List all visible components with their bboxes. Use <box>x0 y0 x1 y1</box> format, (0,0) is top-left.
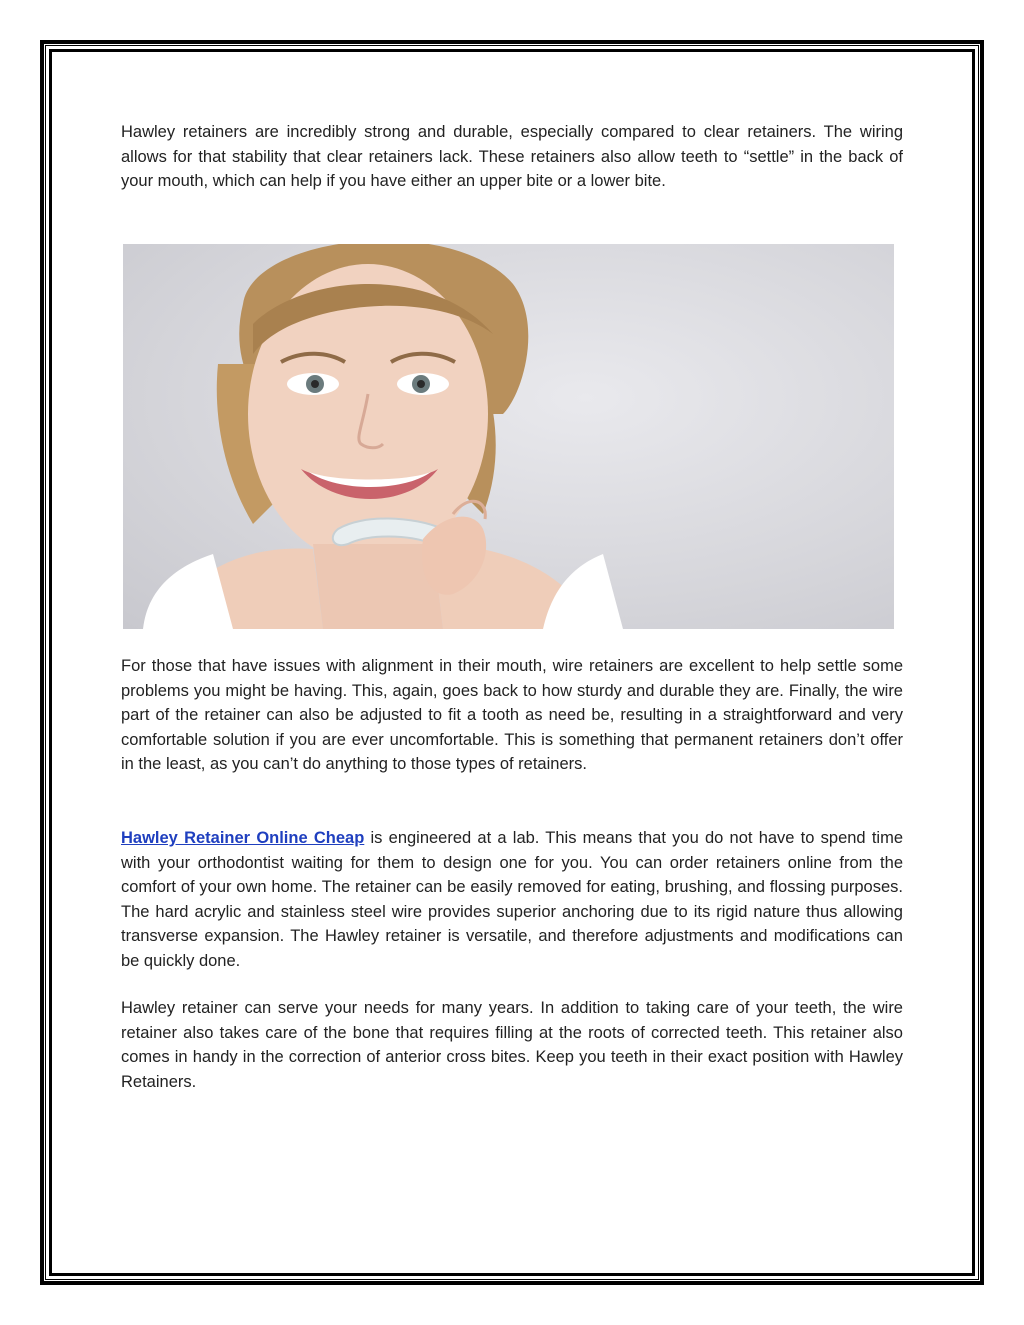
paragraph-online-cheap <box>121 826 903 973</box>
paragraph-intro: Hawley retainers are incredibly strong and durable, especially compared to clear retainers. The wiring allows for that stability that clear retainers lack. These retainers also allow teeth to “settle” in the back of your mouth, which can help if you have either an upper bite or a lower bite. <box>121 123 903 190</box>
photo-illustration <box>123 244 894 629</box>
woman-holding-clear-retainer-photo <box>123 244 894 629</box>
paragraph-alignment: For those that have issues with alignment in their mouth, wire retainers are excellent to help settle some problems you might be having. This, again, goes back to how sturdy and durable they are. Finally, the wire part of the retainer can also be adjusted to fit a tooth as need be, resulting in a straightforward and very comfortable solution if you are ever uncomfortable. This is something that permanent retainers don’t offer in the least, as you can’t do anything to those types of retainers. <box>121 657 903 773</box>
paragraph-conclusion: Hawley retainer can serve your needs for many years. In addition to taking care of your teeth, the wire retainer also takes care of the bone that requires filling at the roots of corrected teeth. This retainer also comes in handy in the correction of anterior cross bites. Keep you teeth in their exact position with Hawley Retainers. <box>121 999 903 1091</box>
paragraph-online-cheap-text: is engineered at a lab. This means that you do not have to spend time with your orthodontist waiting for them to design one for you. You can order retainers online from the comfort of your own home. The retainer can be easily removed for eating, brushing, and flossing purposes. The hard acrylic and stainless steel wire provides superior anchoring due to its rigid nature thus allowing transverse expansion. The Hawley retainer is versatile, and therefore adjustments and modifications can be quickly done. <box>121 829 903 970</box>
hawley-retainer-online-cheap-link[interactable]: Hawley Retainer Online Cheap <box>121 829 365 847</box>
